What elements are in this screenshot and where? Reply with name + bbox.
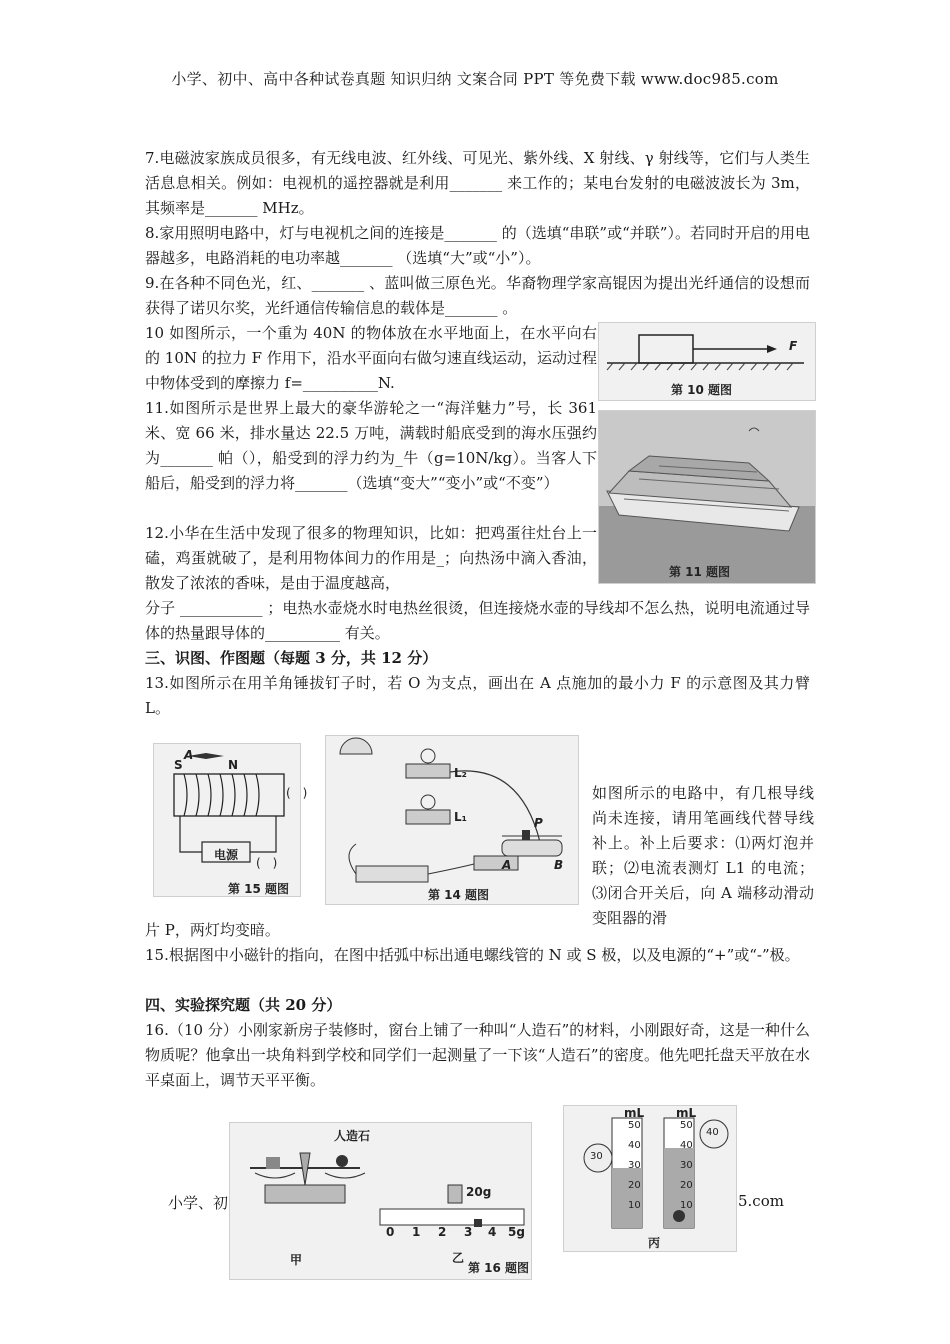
figure-16-caption: 第 16 题图 (468, 1261, 530, 1275)
ammeter (340, 738, 372, 754)
question-14-end: 片 P，两灯均变暗。 (145, 921, 280, 939)
cyl1-50: 50 (628, 1120, 641, 1131)
figure-14 (325, 735, 579, 905)
figure-16-drawing (230, 1123, 531, 1279)
south-label: S (174, 758, 183, 772)
cyl1-40: 40 (628, 1140, 641, 1151)
weight-label: 20g (466, 1185, 492, 1199)
figure-16-cylinders (563, 1105, 737, 1252)
question-11: 11.如图所示是世界上最大的豪华游轮之一“海洋魅力”号，长 361 米、宽 66 米，排水量达 22.5 万吨，满载时船底受到的海水压强约为_______ 帕（），船受到的浮力约为_牛（g=10N/kg）。当客人下船后，船受到的浮力将_______（选填“变大”“变小”或“不变”） (145, 399, 597, 492)
question-15: 15.根据图中小磁针的指向，在图中括弧中标出通电螺线管的 N 或 S 极，以及电源的“+”或“-”极。 (145, 946, 800, 964)
question-7: 7.电磁波家族成员很多，有无线电波、红外线、可见光、紫外线、X 射线、γ 射线等，它们与人类生活息息相关。例如：电视机的遥控器就是利用_______ 来工作的；某电台发射的电磁波波长为 3m，其频率是_______ MHz。 (145, 149, 810, 217)
weight-20g (448, 1185, 462, 1203)
cyl2-10: 10 (680, 1200, 693, 1211)
label-bing: 丙 (648, 1236, 661, 1250)
page-header: 小学、初中、高中各种试卷真题 知识归纳 文案合同 PPT 等免费下载 www.doc985.com (171, 70, 779, 88)
l1-label: L₁ (454, 810, 467, 824)
force-label: F (789, 339, 798, 353)
cruise-ship-photo (599, 411, 815, 583)
rheostat (502, 840, 562, 856)
figure-16-balance (229, 1122, 532, 1280)
compass-needle (188, 753, 224, 759)
question-14: 如图所示的电路中，有几根导线尚未连接，请用笔画线代替导线补上。补上后要求：⑴两灯泡并联；⑵电流表测灯 L1 的电流；⑶闭合开关后，向 A 端移动滑动变阻器的滑 (592, 784, 814, 927)
stone-label: 人造石 (334, 1129, 371, 1143)
question-8: 8.家用照明电路中，灯与电视机之间的连接是_______ 的（选填“串联”或“并联”）。若同时开启的用电器越多，电路消耗的电功率越_______ （选填“大”或“小”）。 (145, 224, 810, 267)
figure-11 (598, 410, 816, 584)
figure-15 (153, 743, 308, 897)
switch (474, 856, 518, 870)
cyl2-50: 50 (680, 1120, 693, 1131)
balance-base (265, 1185, 345, 1203)
scale-tick-1: 1 (412, 1225, 421, 1239)
question-10: 10 如图所示，一个重为 40N 的物体放在水平地面上，在水平向右的 10N 的拉力 F 作用下，沿水平面向右做匀速直线运动，运动过程中物体受到的摩擦力 f=__________N. (145, 324, 597, 392)
scale-tick-4: 4 (488, 1225, 497, 1239)
stone-sample (336, 1155, 348, 1167)
cyl2-20: 20 (680, 1180, 693, 1191)
cyl1-10: 10 (628, 1200, 641, 1211)
b-label: B (554, 858, 564, 872)
page-footer-left: 小学、初 (168, 1194, 229, 1212)
power-pole-blank: ( ) (256, 856, 278, 870)
point-a-label: A (184, 748, 194, 762)
question-13: 13.如图所示在用羊角锤拔钉子时，若 O 为支点，画出在 A 点施加的最小力 F 的示意图及其力臂 L。 (145, 674, 810, 717)
ml-label-2: mL (676, 1106, 697, 1120)
scale-tick-5: 5g (508, 1225, 525, 1239)
question-16: 16.（10 分）小刚家新房子装修时，窗台上铺了一种叫“人造石”的材料，小刚跟好奇，这是一种什么物质呢？他拿出一块角料到学校和同学们一起测量了一下该“人造石”的密度。他先吧托盘天平放在水平桌面上，调节天平平衡。 (145, 1021, 810, 1089)
page-footer-right: 5.com (738, 1192, 784, 1210)
p-label: P (534, 816, 543, 830)
question-12-part1: 12.小华在生活中发现了很多的物理知识，比如：把鸡蛋往灶台上一磕，鸡蛋就破了，是利用物体间力的作用是_；向热汤中滴入香油，散发了浓浓的香味，是由于温度越高， (145, 524, 597, 592)
ml-label-1: mL (624, 1106, 645, 1120)
section-3-heading: 三、识图、作图题（每题 3 分，共 12 分） (145, 649, 438, 667)
cyl1-30: 30 (628, 1160, 641, 1171)
a-label: A (502, 858, 512, 872)
label-yi: 乙 (452, 1251, 465, 1265)
stone-in-cylinder (673, 1210, 685, 1222)
section-4-heading: 四、实验探究题（共 20 分） (145, 996, 342, 1014)
scale-ruler (380, 1209, 524, 1225)
cyl1-20: 20 (628, 1180, 641, 1191)
l2-label: L₂ (454, 766, 467, 780)
pole-blank: ( ) (286, 786, 308, 800)
block (639, 335, 693, 363)
scale-tick-3: 3 (464, 1225, 473, 1239)
solenoid (174, 774, 284, 816)
north-label: N (228, 758, 239, 772)
bulb-l1 (421, 795, 435, 809)
bulb-l2 (421, 749, 435, 763)
zoom-1-value: 30 (590, 1151, 603, 1162)
label-jia: 甲 (290, 1253, 303, 1267)
cyl2-40: 40 (680, 1140, 693, 1151)
figure-15-caption: 第 15 题图 (228, 882, 290, 896)
cyl2-30: 30 (680, 1160, 693, 1171)
scale-tick-2: 2 (438, 1225, 447, 1239)
figure-11-caption: 第 11 题图 (669, 565, 731, 579)
battery-box (356, 866, 428, 882)
rider (474, 1219, 482, 1227)
weight-on-pan (266, 1157, 280, 1169)
figure-14-caption: 第 14 题图 (428, 888, 490, 902)
question-9: 9.在各种不同色光，红、_______ 、蓝叫做三原色光。华裔物理学家高锟因为提出光纤通信的设想而获得了诺贝尔奖，光纤通信传输信息的载体是_______ 。 (145, 274, 810, 317)
figure-10 (598, 322, 816, 401)
zoom-2-value: 40 (706, 1127, 719, 1138)
power-label: 电源 (214, 848, 239, 862)
question-12-part2: 分子 ___________ ；电热水壶烧水时电热丝很烫，但连接烧水壶的导线却不怎么热，说明电流通过导体的热量跟导体的__________ 有关。 (145, 599, 810, 642)
scale-tick-0: 0 (386, 1225, 395, 1239)
figure-10-caption: 第 10 题图 (671, 383, 733, 397)
